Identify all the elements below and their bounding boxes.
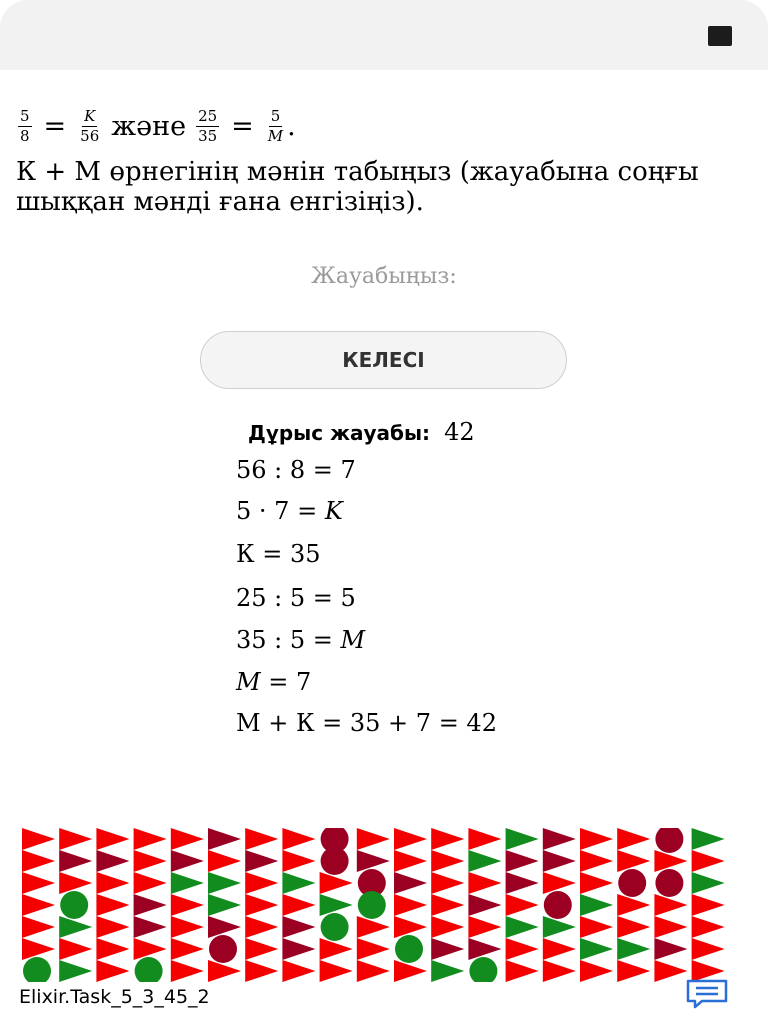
solution-step: 5 · 7 = K <box>236 497 343 525</box>
pattern-flag <box>171 916 204 938</box>
pattern-circle <box>655 828 683 853</box>
solution-step: М + К = 35 + 7 = 42 <box>236 709 497 737</box>
stop-icon[interactable] <box>708 26 732 46</box>
pattern-flag <box>282 828 315 850</box>
pattern-flag <box>692 938 725 960</box>
pattern-flag <box>357 938 390 960</box>
pattern-flag <box>468 872 501 894</box>
chat-icon[interactable] <box>685 978 729 1010</box>
pattern-flag <box>357 916 390 938</box>
pattern-flag <box>134 828 167 850</box>
pattern-flag <box>22 850 55 872</box>
pattern-flag <box>96 872 129 894</box>
correct-answer-label: Дұрыс жауабы: <box>248 421 431 445</box>
pattern-flag <box>245 894 278 916</box>
pattern-flag <box>654 916 687 938</box>
pattern-flag <box>506 894 539 916</box>
pattern-flag <box>59 938 92 960</box>
pattern-flag <box>543 938 576 960</box>
pattern-flag <box>617 850 650 872</box>
pattern-flag <box>468 938 501 960</box>
pattern-flag <box>134 872 167 894</box>
pattern-flag <box>320 872 353 894</box>
pattern-flag <box>96 938 129 960</box>
pattern-flag <box>282 938 315 960</box>
pattern-flag <box>431 894 464 916</box>
pattern-flag <box>22 916 55 938</box>
pattern-flag <box>468 850 501 872</box>
pattern-flag <box>431 872 464 894</box>
pattern-flag <box>580 960 613 982</box>
pattern-flag <box>580 916 613 938</box>
pattern-flag <box>59 828 92 850</box>
pattern-flag <box>580 938 613 960</box>
question-text: К + М өрнегінің мәнін табыңыз (жауабына соңғы шыққан мәнді ғана енгізіңіз). <box>16 157 699 217</box>
pattern-flag <box>208 960 241 982</box>
pattern-flag <box>394 850 427 872</box>
pattern-flag <box>654 938 687 960</box>
pattern-flag <box>171 938 204 960</box>
pattern-circle <box>358 891 386 919</box>
pattern-flag <box>617 916 650 938</box>
top-bar <box>0 0 768 70</box>
pattern-circle <box>60 891 88 919</box>
pattern-flag <box>22 872 55 894</box>
pattern-flag <box>468 894 501 916</box>
pattern-flag <box>171 894 204 916</box>
pattern-flag <box>543 960 576 982</box>
pattern-flag <box>96 916 129 938</box>
pattern-flag <box>431 938 464 960</box>
pattern-flag <box>320 938 353 960</box>
pattern-flag <box>468 916 501 938</box>
pattern-flag <box>282 894 315 916</box>
pattern-circle <box>23 957 51 982</box>
pattern-flag <box>96 894 129 916</box>
pattern-flag <box>617 828 650 850</box>
pattern-flag <box>134 938 167 960</box>
problem-equation: $\frac{5}{8}$ = $\frac{K}{56}$ және $\frac{25}{35}$ = $\frac{5}{M}$ . <box>20 106 296 145</box>
pattern-flag <box>394 894 427 916</box>
connector-word: және <box>111 110 187 142</box>
pattern-flag <box>59 960 92 982</box>
pattern-flag <box>208 872 241 894</box>
pattern-flag <box>543 872 576 894</box>
pattern-circle <box>135 957 163 982</box>
pattern-flag <box>394 960 427 982</box>
task-id: Elixir.Task_5_3_45_2 <box>19 986 210 1008</box>
solution-step: К = 35 <box>236 540 321 568</box>
pattern-flag <box>171 850 204 872</box>
pattern-flag <box>245 850 278 872</box>
pattern-flag <box>96 828 129 850</box>
pattern-flag <box>468 828 501 850</box>
pattern-flag <box>617 960 650 982</box>
pattern-flag <box>134 894 167 916</box>
pattern-circle <box>209 935 237 963</box>
solution-step: 25 : 5 = 5 <box>236 584 356 612</box>
pattern-flag <box>320 894 353 916</box>
pattern-flag <box>171 960 204 982</box>
pattern-flag <box>282 872 315 894</box>
pattern-flag <box>357 850 390 872</box>
pattern-flag <box>96 960 129 982</box>
pattern-flag <box>320 960 353 982</box>
solution-step: 35 : 5 = M <box>236 626 366 654</box>
pattern-flag <box>692 850 725 872</box>
pattern-flag <box>617 894 650 916</box>
pattern-flag <box>506 938 539 960</box>
pattern-flag <box>654 894 687 916</box>
answer-input[interactable]: Жауабыңыз: <box>311 264 457 289</box>
decorative-pattern <box>20 828 742 982</box>
pattern-flag <box>208 850 241 872</box>
pattern-flag <box>282 850 315 872</box>
pattern-flag <box>171 828 204 850</box>
pattern-flag <box>692 916 725 938</box>
next-button[interactable]: КЕЛЕСІ <box>200 331 567 389</box>
pattern-flag <box>654 850 687 872</box>
pattern-flag <box>431 960 464 982</box>
pattern-flag <box>171 872 204 894</box>
pattern-flag <box>506 960 539 982</box>
pattern-circle <box>395 935 423 963</box>
pattern-flag <box>654 960 687 982</box>
pattern-flag <box>580 850 613 872</box>
pattern-flag <box>580 828 613 850</box>
pattern-flag <box>59 872 92 894</box>
correct-answer <box>248 418 475 446</box>
fraction-5-m: $\frac{5}{M}$ <box>267 106 284 145</box>
pattern-flag <box>134 916 167 938</box>
pattern-flag <box>208 916 241 938</box>
pattern-circle <box>321 913 349 941</box>
pattern-flag <box>431 828 464 850</box>
pattern-flag <box>692 828 725 850</box>
pattern-flag <box>59 850 92 872</box>
pattern-flag <box>580 894 613 916</box>
correct-answer-value: 42 <box>444 418 475 446</box>
pattern-flag <box>96 850 129 872</box>
pattern-flag <box>506 828 539 850</box>
pattern-flag <box>431 850 464 872</box>
solution-step: 56 : 8 = 7 <box>236 456 356 484</box>
pattern-flag <box>357 828 390 850</box>
pattern-flag <box>59 916 92 938</box>
pattern-flag <box>394 916 427 938</box>
pattern-flag <box>282 916 315 938</box>
pattern-flag <box>245 938 278 960</box>
pattern-flag <box>543 828 576 850</box>
pattern-flag <box>506 850 539 872</box>
pattern-graphic <box>20 828 742 982</box>
pattern-flag <box>394 872 427 894</box>
pattern-flag <box>617 938 650 960</box>
pattern-flag <box>245 872 278 894</box>
pattern-flag <box>692 872 725 894</box>
pattern-flag <box>208 828 241 850</box>
pattern-circle <box>655 869 683 897</box>
solution-step: M = 7 <box>236 668 312 696</box>
pattern-flag <box>543 916 576 938</box>
pattern-flag <box>431 916 464 938</box>
pattern-flag <box>506 872 539 894</box>
pattern-flag <box>208 894 241 916</box>
fraction-5-8: $\frac{5}{8}$ <box>20 106 30 145</box>
pattern-circle <box>469 957 497 982</box>
pattern-flag <box>580 872 613 894</box>
fraction-k-56: $\frac{K}{56}$ <box>80 106 100 145</box>
pattern-flag <box>22 938 55 960</box>
pattern-flag <box>22 828 55 850</box>
pattern-flag <box>245 828 278 850</box>
pattern-flag <box>506 916 539 938</box>
pattern-flag <box>245 916 278 938</box>
pattern-circle <box>618 869 646 897</box>
pattern-flag <box>245 960 278 982</box>
pattern-flag <box>357 960 390 982</box>
pattern-flag <box>282 960 315 982</box>
pattern-flag <box>543 850 576 872</box>
pattern-flag <box>134 850 167 872</box>
pattern-flag <box>394 828 427 850</box>
fraction-25-35: $\frac{25}{35}$ <box>198 106 218 145</box>
pattern-circle <box>321 847 349 875</box>
pattern-circle <box>544 891 572 919</box>
pattern-flag <box>22 894 55 916</box>
pattern-flag <box>692 894 725 916</box>
